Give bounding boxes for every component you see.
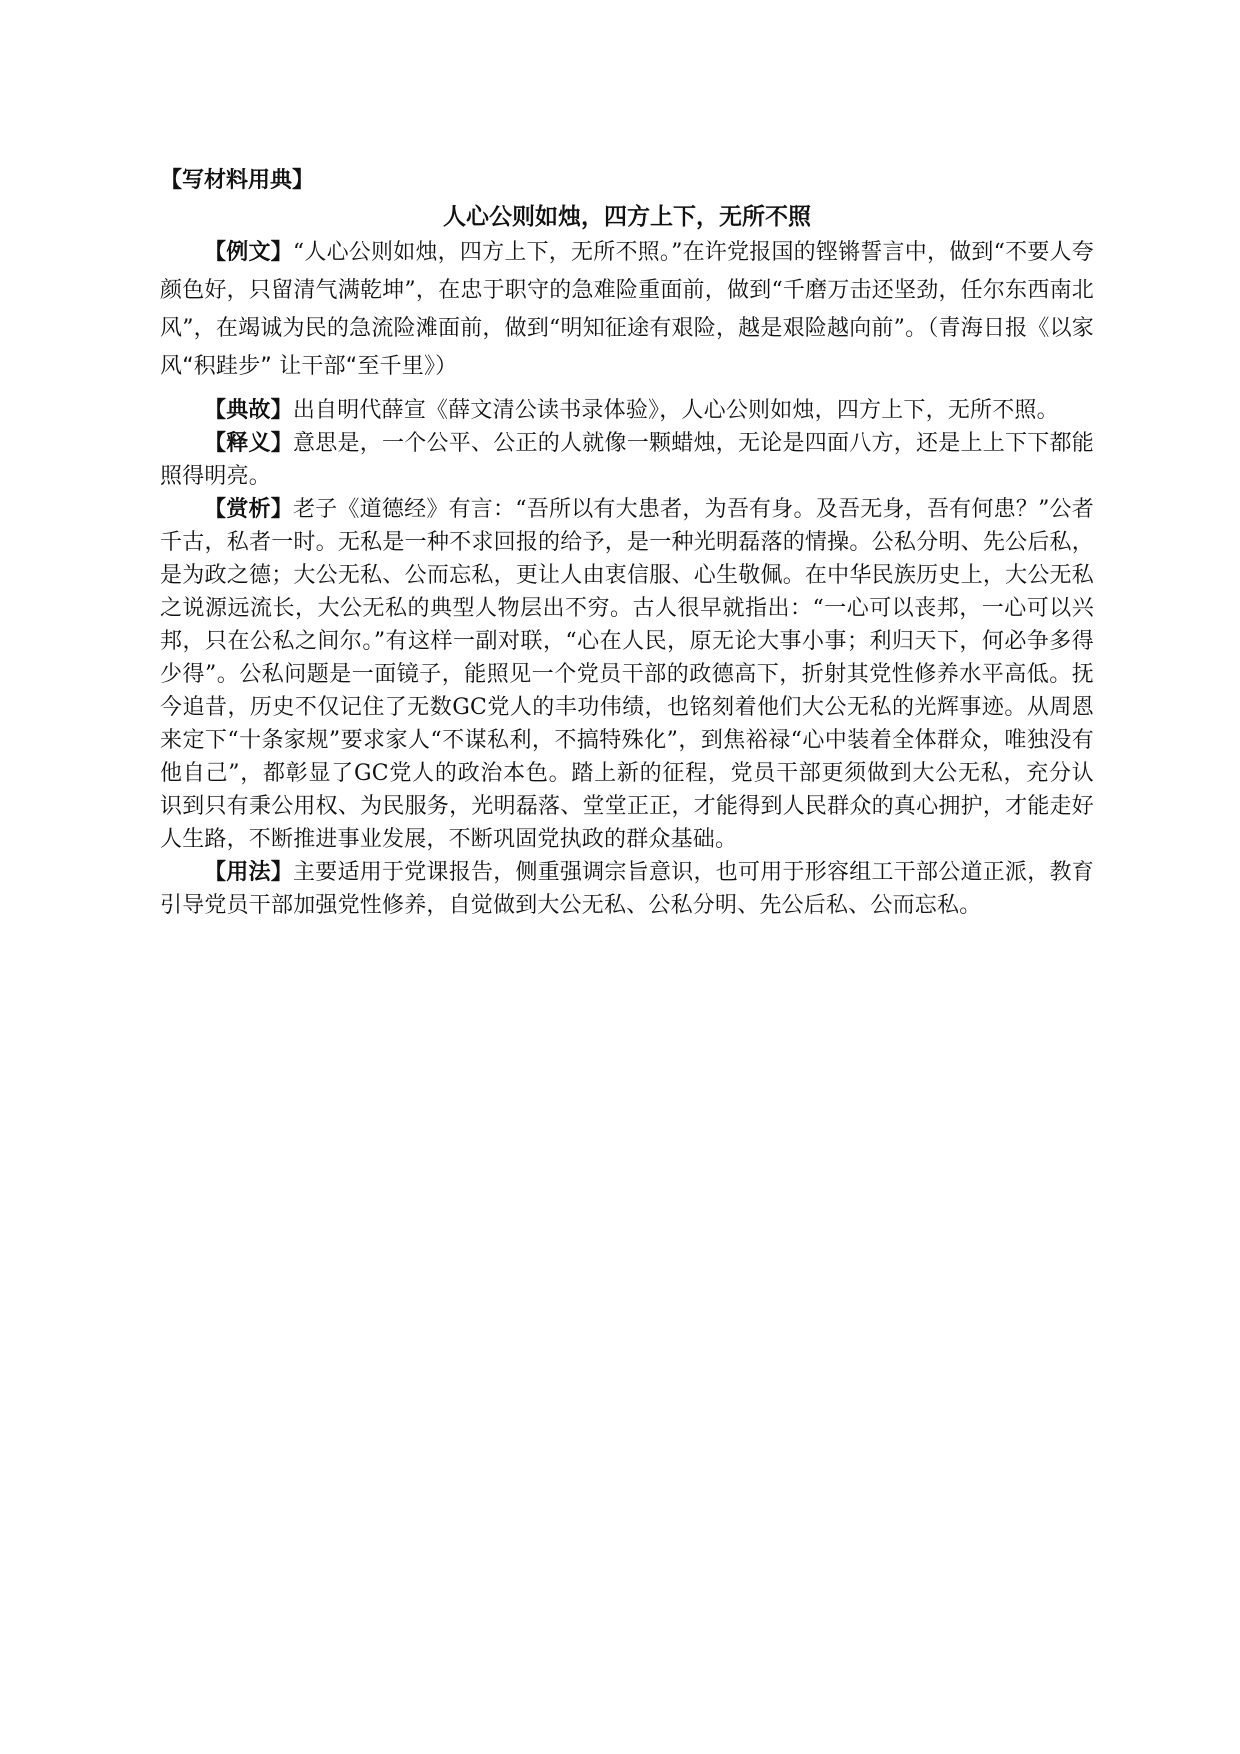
example-paragraph	[160, 234, 1094, 386]
usage-paragraph	[160, 856, 1094, 922]
allusion-paragraph	[160, 394, 1094, 427]
example-tag: 【例文】	[204, 240, 293, 265]
analysis-text: 老子《道德经》有言：“吾所以有大患者，为吾有身。及吾无身，吾有何患？”公者千古，私者一时。无私是一种不求回报的给予，是一种光明磊落的情操。公私分明、先公后私，是为政之德；大公无私、公而忘私，更让人由衷信服、心生敬佩。在中华民族历史上，大公无私之说源远流长，大公无私的典型人物层出不穷。古人很早就指出：“一心可以丧邦，一心可以兴邦，只在公私之间尔。”有这样一副对联，“心在人民，原无论大事小事；利归天下，何必争多得少得”。公私问题是一面镜子，能照见一个党员干部的政德高下，折射其党性修养水平高低。抚今追昔，历史不仅记住了无数GC党人的丰功伟绩，也铭刻着他们大公无私的光辉事迹。从周恩来定下“十条家规”要求家人“不谋私利，不搞特殊化”，到焦裕禄“心中装着全体群众，唯独没有他自己”，都彰显了GC党人的政治本色。踏上新的征程，党员干部更须做到大公无私，充分认识到只有秉公用权、为民服务，光明磊落、堂堂正正，才能得到人民群众的真心拥护，才能走好人生路，不断推进事业发展，不断巩固党执政的群众基础。	[160, 497, 1094, 852]
usage-text: 主要适用于党课报告，侧重强调宗旨意识，也可用于形容组工干部公道正派，教育引导党员干部加强党性修养，自觉做到大公无私、公私分明、先公后私、公而忘私。	[160, 860, 1094, 918]
meaning-text: 意思是，一个公平、公正的人就像一颗蜡烛，无论是四面八方，还是上上下下都能照得明亮。	[160, 431, 1094, 489]
allusion-text: 出自明代薛宣《薛文清公读书录体验》，人心公则如烛，四方上下，无所不照。	[292, 398, 1059, 423]
spacer	[160, 386, 1094, 394]
analysis-tag: 【赏析】	[204, 497, 293, 522]
document-page	[160, 164, 1094, 922]
usage-tag: 【用法】	[204, 860, 294, 885]
allusion-tag: 【典故】	[204, 398, 293, 423]
section-header: 【写材料用典】	[160, 168, 315, 193]
document-title: 人心公则如烛，四方上下，无所不照	[443, 204, 811, 230]
meaning-paragraph	[160, 427, 1094, 493]
example-source: （青海日报《以家风“积跬步” 让干部“至千里》）	[160, 316, 1094, 379]
analysis-paragraph	[160, 493, 1094, 856]
meaning-tag: 【释义】	[204, 431, 294, 456]
example-text: “人心公则如烛，四方上下，无所不照。”在许党报国的铿锵誓言中，做到“不要人夸颜色好，只留清气满乾坤”，在忠于职守的急难险重面前，做到“千磨万击还坚劲，任尔东西南北风”，在竭诚为民的急流险滩面前，做到“明知征途有艰险，越是艰险越向前”。	[160, 240, 1094, 341]
